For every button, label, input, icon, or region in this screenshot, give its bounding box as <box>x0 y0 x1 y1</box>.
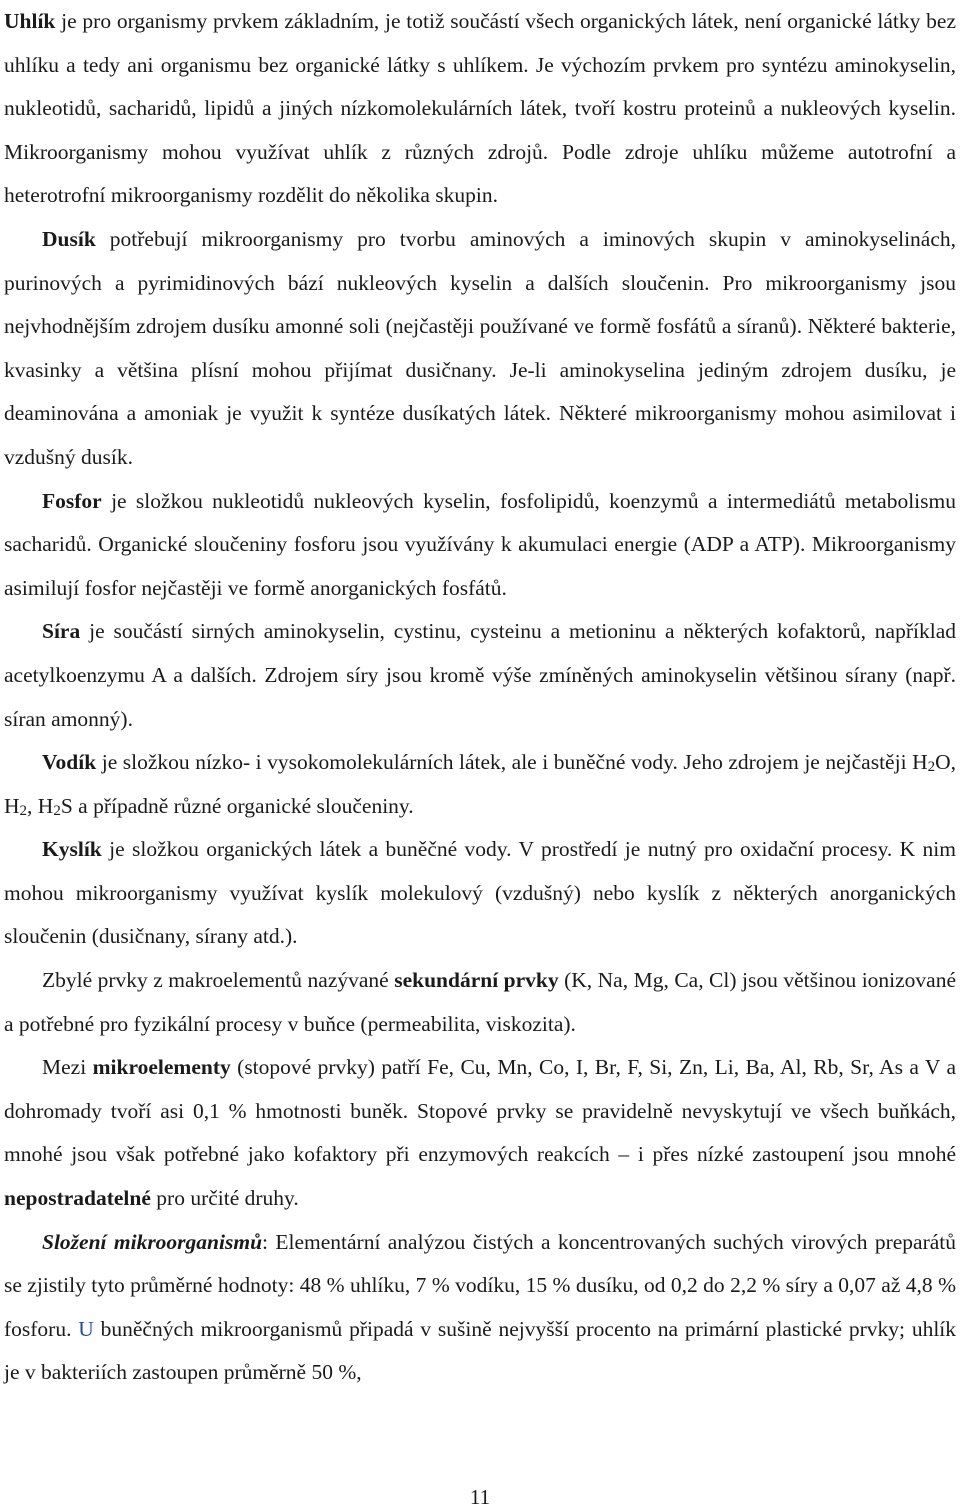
text-kyslik: je složkou organických látek a buněčné vody. V prostředí je nutný pro oxidační procesy. K nim mohou mikroorganismy využívat kyslík molekulový (vzdušný) nebo kyslík z některých anorganických sloučenin (dusičnany, sírany atd.). <box>4 837 957 949</box>
subscript-2: 2 <box>927 759 936 776</box>
term-sekundarni-prvky: sekundární prvky <box>394 968 559 993</box>
term-mikroelementy: mikroelementy <box>92 1055 231 1080</box>
term-slozeni-mikroorganismu: Složení mikroorganismů <box>42 1229 263 1254</box>
text-vodik-d: S a případně různé organické sloučeniny. <box>60 793 414 818</box>
paragraph-fosfor <box>4 480 956 611</box>
text-slozeni-a: : Elementární analýzou čistých a koncentrovaných suchých virových preparátů se zjistily tyto průměrné hodnoty: 48 % uhlíku, 7 % vodíku, 15 % dusíku, od 0,2 do 2,2 % síry a 0,07 až 4,8 % fosforu. <box>4 1229 956 1341</box>
paragraph-vodik <box>4 741 956 828</box>
paragraph-mikroelementy <box>4 1046 956 1220</box>
paragraph-kyslik <box>4 828 956 959</box>
text-mikro-c: pro určité druhy. <box>156 1186 299 1211</box>
text-vodik-c: , H <box>27 793 54 818</box>
term-vodik: Vodík <box>42 750 97 775</box>
text-mikro-b: (stopové prvky) patří Fe, Cu, Mn, Co, I, Br, F, Si, Zn, Li, Ba, Al, Rb, Sr, As a V a dohromady tvoří asi 0,1 % hmotnosti buněk. Stopové prvky se pravidelně nevyskytují ve všech buňkách, mnohé jsou však potřebné jako kofaktory při enzymových reakcích – i přes nízké zastoupení jsou mnohé <box>4 1055 957 1167</box>
term-uhlik: Uhlík <box>4 9 56 33</box>
subscript-2: 2 <box>53 802 61 819</box>
text-mikro-a: Mezi <box>42 1055 87 1080</box>
paragraph-sekundarni <box>4 959 956 1046</box>
subscript-2: 2 <box>19 802 28 819</box>
paragraph-uhlik <box>4 0 956 218</box>
paragraph-dusik <box>4 218 956 480</box>
text-vodik-b: O, H <box>4 750 957 818</box>
document-page <box>4 0 956 1509</box>
text-slozeni-u: U <box>78 1316 94 1341</box>
term-nepostradatelne: nepostradatelné <box>4 1186 151 1211</box>
text-uhlik: je pro organismy prvkem základním, je totiž součástí všech organických látek, není organické látky bez uhlíku a tedy ani organismu bez organické látky s uhlíkem. Je výchozím prvkem pro syntézu aminokyselin, nukleotidů, sacharidů, lipidů a jiných nízkomolekulárních látek, tvoří kostru proteinů a nukleových kyselin. Mikroorganismy mohou využívat uhlík z různých zdrojů. Podle zdroje uhlíku můžeme autotrofní a heterotrofní mikroorganismy rozdělit do několika skupin. <box>4 9 956 208</box>
paragraph-slozeni <box>4 1221 956 1395</box>
text-sekundarni-a: Zbylé prvky z makroelementů nazývané <box>42 968 389 993</box>
text-vodik-a: je složkou nízko- i vysokomolekulárních látek, ale i buněčné vody. Jeho zdrojem je nejčastěji H <box>101 750 928 775</box>
text-slozeni-b: buněčných mikroorganismů připadá v sušině nejvyšší procento na primární plastické prvky; uhlík je v bakteriích zastoupen průměrně 50 %, <box>4 1316 957 1385</box>
text-sekundarni-b: (K, Na, Mg, Ca, Cl) jsou většinou ionizované a potřebné pro fyzikální procesy v buňce (permeabilita, viskozita). <box>4 968 957 1036</box>
page-number: 11 <box>469 1485 491 1509</box>
term-fosfor: Fosfor <box>42 488 102 513</box>
term-kyslik: Kyslík <box>42 837 102 862</box>
text-fosfor: je složkou nukleotidů nukleových kyselin, fosfolipidů, koenzymů a intermediátů metabolismu sacharidů. Organické sloučeniny fosforu jsou využívány k akumulaci energie (ADP a ATP). Mikroorganismy asimilují fosfor nejčastěji ve formě anorganických fosfátů. <box>4 488 956 600</box>
text-dusik: potřebují mikroorganismy pro tvorbu aminových a iminových skupin v aminokyselinách, purinových a pyrimidinových bází nukleových kyselin a dalších sloučenin. Pro mikroorganismy jsou nejvhodnějším zdrojem dusíku amonné soli (nejčastěji používané ve formě fosfátů a síranů). Některé bakterie, kvasinky a většina plísní mohou přijímat dusičnany. Je-li aminokyselina jediným zdrojem dusíku, je deaminována a amoniak je využit k syntéze dusíkatých látek. Některé mikroorganismy mohou asimilovat i vzdušný dusík. <box>4 226 957 469</box>
term-dusik: Dusík <box>42 226 96 251</box>
term-sira: Síra <box>42 619 81 644</box>
text-sira: je součástí sirných aminokyselin, cystinu, cysteinu a metioninu a některých kofaktorů, například acetylkoenzymu A a dalších. Zdrojem síry jsou kromě výše zmíněných aminokyselin většinou sírany (např. síran amonný). <box>4 619 957 731</box>
paragraph-sira <box>4 610 956 741</box>
